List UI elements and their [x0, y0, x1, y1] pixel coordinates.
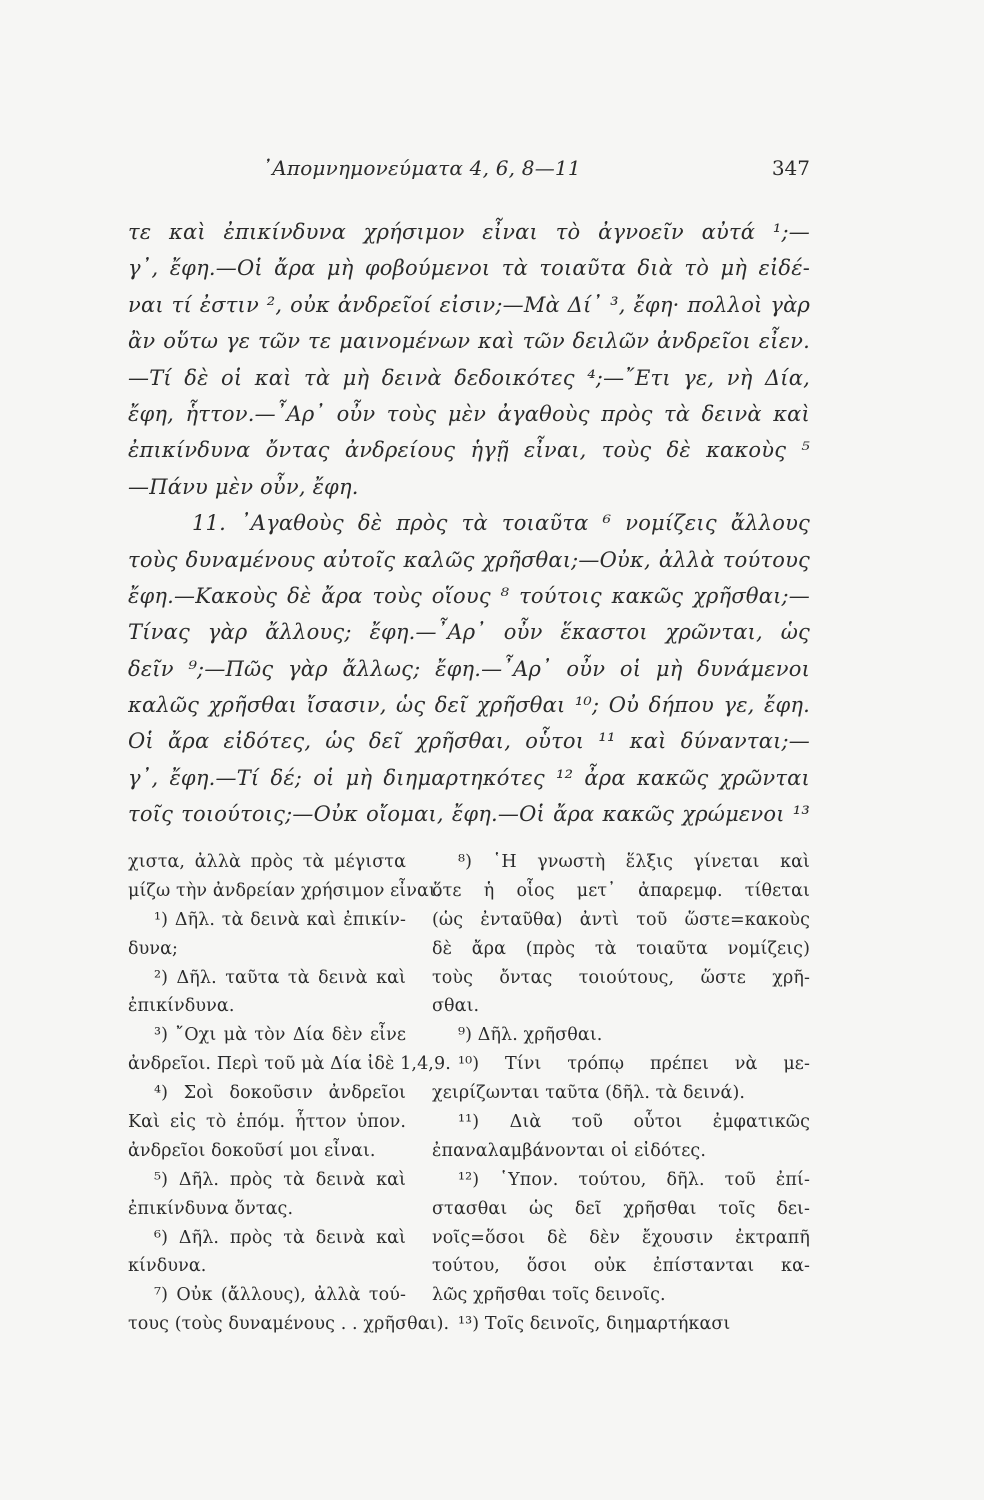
- text-line: καλῶς χρῆσθαι ἴσασιν, ὡς δεῖ χρῆσθαι ¹⁰; Οὐ δήπου γε, ἔφη.: [128, 693, 810, 718]
- text-line: Τίνας γὰρ ἄλλους; ἔφη.—῏Αρ᾽ οὖν ἕκαστοι χρῶνται, ὡς: [128, 620, 810, 645]
- footnote-line: μίζω τὴν ἀνδρείαν χρήσιμον εἶναι.: [128, 880, 442, 901]
- footnote-line: στασθαι ὡς δεῖ χρῆσθαι τοῖς δει-: [432, 1198, 810, 1219]
- footnote-10: ¹⁰) Τίνι τρόπῳ πρέπει νὰ με-: [458, 1054, 810, 1075]
- footnote-line: χειρίζωνται ταῦτα (δῆλ. τὰ δεινά).: [432, 1083, 746, 1104]
- footnote-4: ⁴) Σοὶ δοκοῦσιν ἀνδρεῖοι: [154, 1083, 406, 1104]
- footnote-line: ὅτε ἡ οἷος μετ᾽ ἀπαρεμφ. τίθεται: [432, 880, 810, 901]
- footnote-line: ἀνδρεῖοι δοκοῦσί μοι εἶναι.: [128, 1140, 376, 1161]
- footnotes-left-column: [128, 848, 451, 1339]
- footnote-line: χιστα, ἀλλὰ πρὸς τὰ μέγιστα: [128, 852, 406, 872]
- running-title: ᾿Απομνημονεύματα 4, 6, 8—11: [262, 156, 581, 180]
- footnote-12: ¹²) ῾Υπον. τούτου, δῆλ. τοῦ ἐπί-: [458, 1169, 810, 1190]
- footnote-line: (ὡς ἐνταῦθα) ἀντὶ τοῦ ὥστε=κακοὺς: [432, 909, 810, 930]
- footnote-2: ²) Δῆλ. ταῦτα τὰ δεινὰ καὶ: [154, 967, 406, 988]
- text-line: δεῖν ⁹;—Πῶς γὰρ ἄλλως; ἔφη.—῏Αρ᾽ οὖν οἱ μὴ δυνάμενοι: [128, 656, 810, 681]
- footnotes-right-column: [432, 848, 810, 1339]
- text-line: ἔφη.—Κακοὺς δὲ ἄρα τοὺς οἵους ⁸ τούτοις κακῶς χρῆσθαι;—: [128, 583, 810, 608]
- footnote-line: νοῖς=ὅσοι δὲ δὲν ἔχουσιν ἐκτραπῆ: [432, 1227, 810, 1248]
- text-line: Οἱ ἄρα εἰδότες, ὡς δεῖ χρῆσθαι, οὗτοι ¹¹ καὶ δύνανται;—: [128, 729, 810, 754]
- text-line: —Τί δὲ οἱ καὶ τὰ μὴ δεινὰ δεδοικότες ⁴;—῎Ετι γε, νὴ Δία,: [128, 365, 810, 390]
- running-head: [262, 152, 810, 184]
- footnote-8: ⁸) ῾Η γνωστὴ ἕλξις γίνεται καὶ: [458, 852, 810, 872]
- footnote-11: ¹¹) Διὰ τοῦ οὗτοι ἐμφατικῶς: [458, 1112, 810, 1133]
- text-line: γ᾽, ἔφη.—Οἱ ἄρα μὴ φοβούμενοι τὰ τοιαῦτα διὰ τὸ μὴ εἰδέ-: [128, 256, 810, 281]
- footnote-line: Καὶ εἰς τὸ ἑπόμ. ἧττον ὑπον.: [128, 1112, 406, 1133]
- footnote-1: ¹) Δῆλ. τὰ δεινὰ καὶ ἐπικίν-: [154, 909, 406, 930]
- footnote-line: ἐπαναλαμβάνονται οἱ εἰδότες.: [432, 1140, 706, 1161]
- main-text: [128, 214, 810, 833]
- footnote-7: ⁷) Οὐκ (ἄλλους), ἀλλὰ τού-: [154, 1285, 406, 1306]
- footnote-line: τούτου, ὅσοι οὐκ ἐπίστανται κα-: [432, 1256, 810, 1277]
- footnote-line: δὲ ἄρα (πρὸς τὰ τοιαῦτα νομίζεις): [432, 938, 810, 959]
- footnote-line: σθαι.: [432, 996, 480, 1017]
- text-line: γ᾽, ἔφη.—Τί δέ; οἱ μὴ διημαρτηκότες ¹² ἆρα κακῶς χρῶνται: [128, 765, 810, 790]
- text-line: ναι τί ἐστιν ², οὐκ ἀνδρεῖοί εἰσιν;—Μὰ Δί᾽ ³, ἔφη· πολλοὶ γὰρ: [128, 292, 810, 317]
- footnote-line: ἐπικίνδυνα.: [128, 996, 235, 1017]
- footnote-5: ⁵) Δῆλ. πρὸς τὰ δεινὰ καὶ: [154, 1169, 406, 1190]
- text-line: —Πάνυ μὲν οὖν, ἔφη.: [128, 474, 359, 499]
- footnote-6: ⁶) Δῆλ. πρὸς τὰ δεινὰ καὶ: [154, 1227, 406, 1248]
- text-line: ἐπικίνδυνα ὄντας ἀνδρείους ἡγῇ εἶναι, τοὺς δὲ κακοὺς ⁵: [128, 438, 810, 463]
- footnote-9: ⁹) Δῆλ. χρῆσθαι.: [458, 1025, 603, 1046]
- footnote-line: τοὺς ὄντας τοιούτους, ὥστε χρῆ-: [432, 967, 810, 988]
- text-line: τοῖς τοιούτοις;—Οὐκ οἴομαι, ἔφη.—Οἱ ἄρα κακῶς χρώμενοι ¹³: [128, 802, 810, 827]
- footnote-line: δυνα;: [128, 938, 179, 959]
- footnote-line: λῶς χρῆσθαι τοῖς δεινοῖς.: [432, 1285, 666, 1306]
- text-line: ἂν οὕτω γε τῶν τε μαινομένων καὶ τῶν δειλῶν ἀνδρεῖοι εἶεν.: [128, 329, 810, 354]
- footnote-line: ἐπικίνδυνα ὄντας.: [128, 1198, 294, 1219]
- text-line: ἔφη, ἧττον.—῏Αρ᾽ οὖν τοὺς μὲν ἀγαθοὺς πρὸς τὰ δεινὰ καὶ: [128, 401, 810, 426]
- footnote-line: τους (τοὺς δυναμένους . . χρῆσθαι).: [128, 1314, 450, 1335]
- footnote-line: κίνδυνα.: [128, 1256, 207, 1277]
- footnote-line: ἀνδρεῖοι. Περὶ τοῦ μὰ Δία ἰδὲ 1,4,9.: [128, 1054, 451, 1075]
- section-11-start: 11. ᾿Αγαθοὺς δὲ πρὸς τὰ τοιαῦτα ⁶ νομίζεις ἄλλους: [192, 511, 810, 536]
- page-number: 347: [771, 156, 810, 180]
- footnote-3: ³) ῎Οχι μὰ τὸν Δία δὲν εἶνε: [154, 1025, 406, 1046]
- text-line: τε καὶ ἐπικίνδυνα χρήσιμον εἶναι τὸ ἀγνοεῖν αὐτά ¹;—: [128, 220, 810, 244]
- footnote-13: ¹³) Τοῖς δεινοῖς, διημαρτήκασι: [458, 1314, 731, 1335]
- text-line: τοὺς δυναμένους αὐτοῖς καλῶς χρῆσθαι;—Οὐκ, ἀλλὰ τούτους: [128, 547, 810, 572]
